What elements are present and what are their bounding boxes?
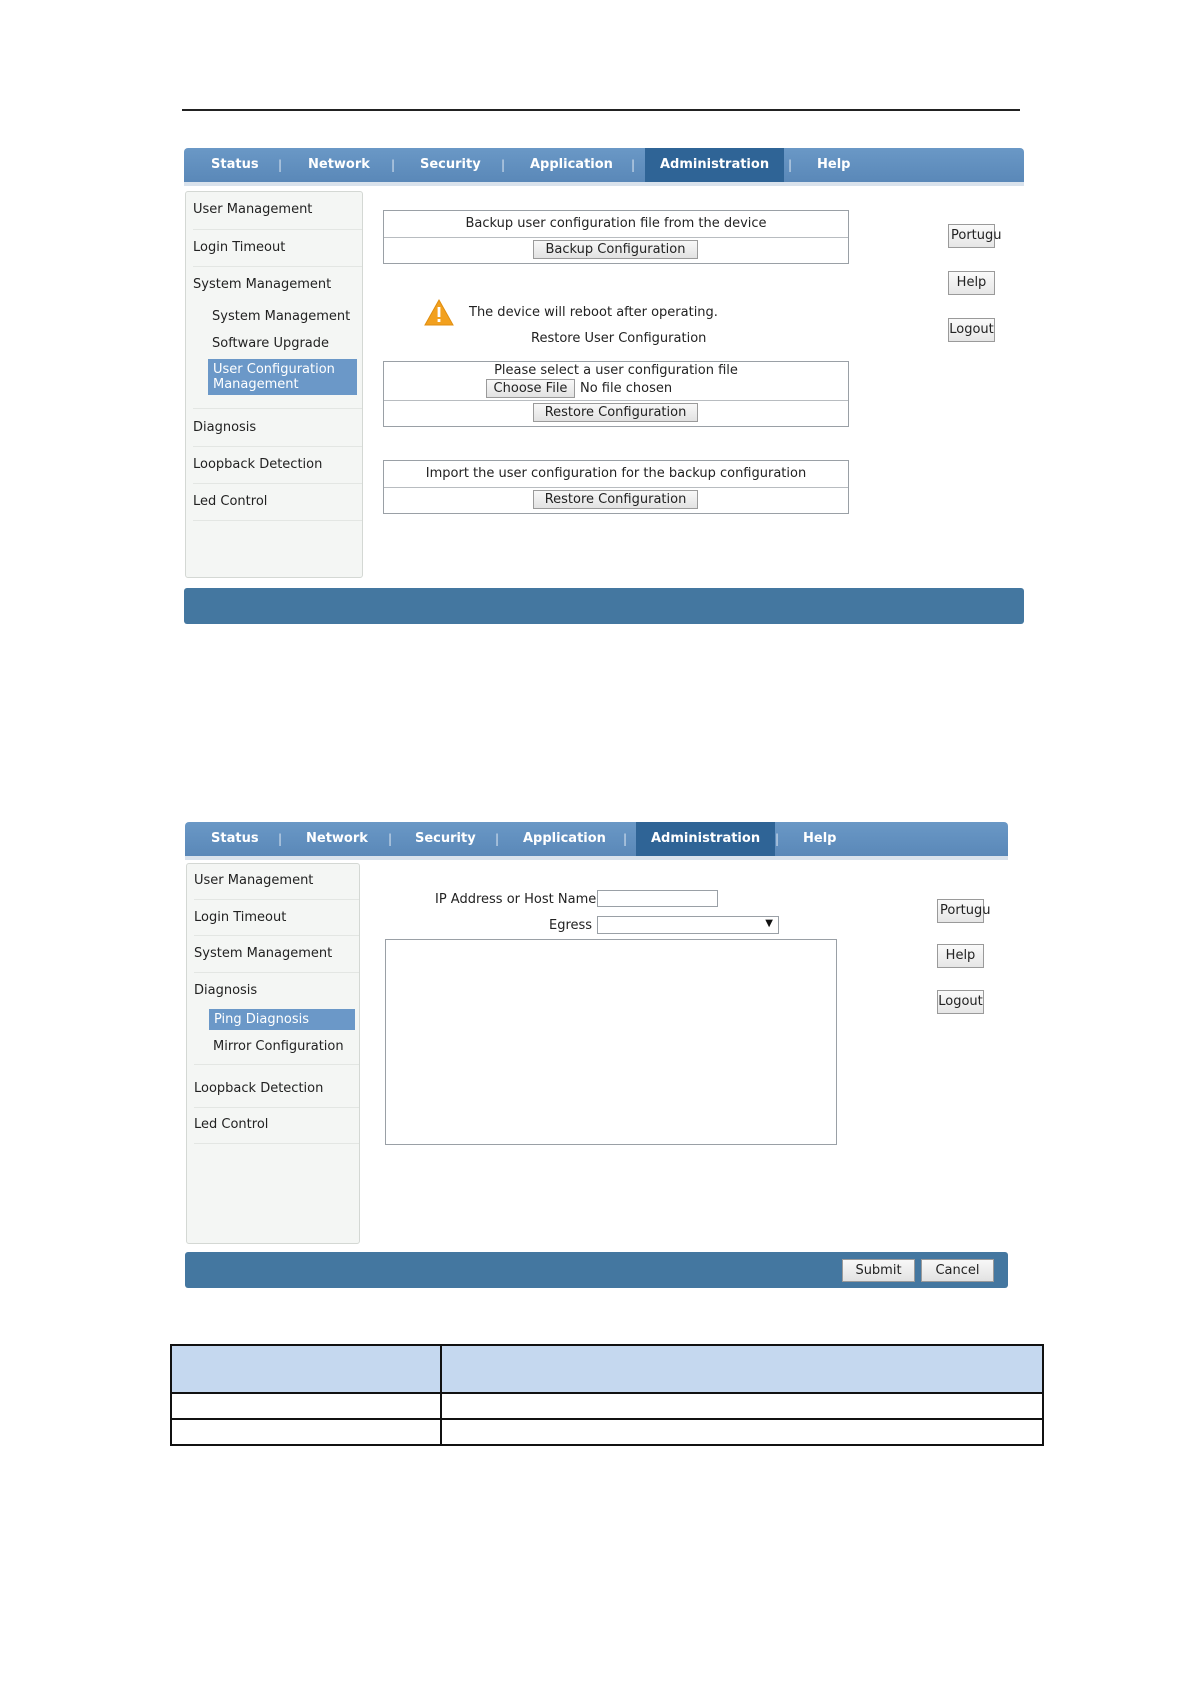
nav-security[interactable]: Security <box>415 831 476 846</box>
sidebar-divider <box>193 408 362 409</box>
sidebar-divider <box>194 1143 359 1144</box>
sidebar-active-label-line2: Management <box>213 377 299 392</box>
table-header-cell <box>171 1345 441 1393</box>
nav-separator: | <box>501 158 506 172</box>
sidebar-item-diagnosis[interactable]: Diagnosis <box>193 420 257 435</box>
top-nav-bar <box>185 822 1008 860</box>
sidebar-subitem-software-upgrade[interactable]: Software Upgrade <box>212 336 330 351</box>
restore-panel <box>383 361 849 427</box>
nav-separator: | <box>388 832 393 846</box>
nav-network[interactable]: Network <box>308 157 370 172</box>
sidebar-item-login-timeout[interactable]: Login Timeout <box>194 910 287 925</box>
table-row <box>171 1419 1043 1445</box>
page-top-rule <box>182 109 1020 111</box>
footer-bar <box>184 588 1024 624</box>
sidebar-menu <box>185 191 363 578</box>
top-nav-bar <box>184 148 1024 186</box>
logout-button[interactable]: Logout <box>948 318 995 342</box>
nav-application[interactable]: Application <box>530 157 613 172</box>
sidebar-subitem-user-configuration-management[interactable] <box>208 359 357 395</box>
sidebar-menu <box>186 863 360 1244</box>
restore-section-title: Restore User Configuration <box>531 331 707 346</box>
ping-result-area[interactable] <box>385 939 837 1145</box>
nav-network[interactable]: Network <box>306 831 368 846</box>
nav-separator: | <box>391 158 396 172</box>
help-button[interactable]: Help <box>948 271 995 295</box>
sidebar-item-diagnosis[interactable]: Diagnosis <box>194 983 258 998</box>
import-panel <box>383 460 849 514</box>
ip-host-label: IP Address or Host Name <box>435 892 597 907</box>
table-row <box>171 1393 1043 1419</box>
backup-panel <box>383 210 849 264</box>
sidebar-divider <box>193 446 362 447</box>
nav-security[interactable]: Security <box>420 157 481 172</box>
nav-separator: | <box>623 832 628 846</box>
sidebar-active-label-line1: User Configuration <box>213 362 335 377</box>
parameter-table <box>170 1344 1044 1446</box>
language-button[interactable]: Portugu <box>948 224 995 248</box>
sidebar-divider <box>193 266 362 267</box>
table-cell <box>441 1393 1043 1419</box>
table-header-row <box>171 1345 1043 1393</box>
sidebar-divider <box>194 899 359 900</box>
screenshot-user-configuration <box>184 148 1024 624</box>
choose-file-button[interactable]: Choose File <box>486 379 575 398</box>
nav-help[interactable]: Help <box>803 831 837 846</box>
nav-separator: | <box>775 832 780 846</box>
nav-separator: | <box>278 832 283 846</box>
help-button[interactable]: Help <box>937 944 984 968</box>
sidebar-divider <box>194 1107 359 1108</box>
egress-select[interactable] <box>597 916 779 934</box>
sidebar-item-system-management[interactable]: System Management <box>194 946 333 961</box>
sidebar-item-user-management[interactable]: User Management <box>193 202 313 217</box>
sidebar-subitem-ping-diagnosis[interactable]: Ping Diagnosis <box>209 1009 355 1030</box>
panel-divider <box>384 487 848 488</box>
screenshot-ping-diagnosis <box>185 822 1008 1288</box>
nav-administration[interactable]: Administration <box>645 148 784 182</box>
language-button[interactable]: Portugu <box>937 899 984 923</box>
panel-divider <box>384 237 848 238</box>
restore-prompt: Please select a user configuration file <box>494 363 738 378</box>
sidebar-subitem-system-management[interactable]: System Management <box>212 309 351 324</box>
reboot-warning-text: The device will reboot after operating. <box>469 305 718 320</box>
nav-separator: | <box>788 158 793 172</box>
table-cell <box>441 1419 1043 1445</box>
table-header-cell <box>441 1345 1043 1393</box>
sidebar-item-loopback-detection[interactable]: Loopback Detection <box>193 457 323 472</box>
backup-configuration-button[interactable]: Backup Configuration <box>533 240 698 259</box>
nav-administration[interactable]: Administration <box>636 822 775 856</box>
file-status-text: No file chosen <box>580 381 673 396</box>
sidebar-item-system-management[interactable]: System Management <box>193 277 332 292</box>
sidebar-divider <box>193 520 362 521</box>
chevron-down-icon: ▼ <box>765 918 773 929</box>
import-title: Import the user configuration for the backup configuration <box>425 466 807 481</box>
sidebar-divider <box>193 483 362 484</box>
sidebar-divider <box>194 1064 359 1065</box>
egress-label: Egress <box>549 918 593 933</box>
sidebar-item-loopback-detection[interactable]: Loopback Detection <box>194 1081 324 1096</box>
import-restore-configuration-button[interactable]: Restore Configuration <box>533 490 698 509</box>
nav-separator: | <box>278 158 283 172</box>
panel-divider <box>384 400 848 401</box>
sidebar-item-user-management[interactable]: User Management <box>194 873 314 888</box>
cancel-button[interactable]: Cancel <box>921 1259 994 1282</box>
nav-separator: | <box>495 832 500 846</box>
nav-status[interactable]: Status <box>211 157 259 172</box>
submit-button[interactable]: Submit <box>842 1259 915 1282</box>
sidebar-divider <box>194 935 359 936</box>
sidebar-subitem-mirror-configuration[interactable]: Mirror Configuration <box>213 1039 344 1054</box>
restore-configuration-button[interactable]: Restore Configuration <box>533 403 698 422</box>
logout-button[interactable]: Logout <box>937 990 984 1014</box>
backup-title: Backup user configuration file from the device <box>465 216 767 231</box>
nav-application[interactable]: Application <box>523 831 606 846</box>
footer-bar <box>185 1252 1008 1288</box>
sidebar-item-led-control[interactable]: Led Control <box>194 1117 269 1132</box>
table-cell <box>171 1419 441 1445</box>
nav-help[interactable]: Help <box>817 157 851 172</box>
nav-status[interactable]: Status <box>211 831 259 846</box>
ip-host-input[interactable] <box>597 890 718 907</box>
sidebar-divider <box>193 229 362 230</box>
sidebar-divider <box>194 972 359 973</box>
sidebar-item-login-timeout[interactable]: Login Timeout <box>193 240 286 255</box>
nav-separator: | <box>631 158 636 172</box>
warning-icon <box>424 299 454 326</box>
sidebar-item-led-control[interactable]: Led Control <box>193 494 268 509</box>
table-cell <box>171 1393 441 1419</box>
